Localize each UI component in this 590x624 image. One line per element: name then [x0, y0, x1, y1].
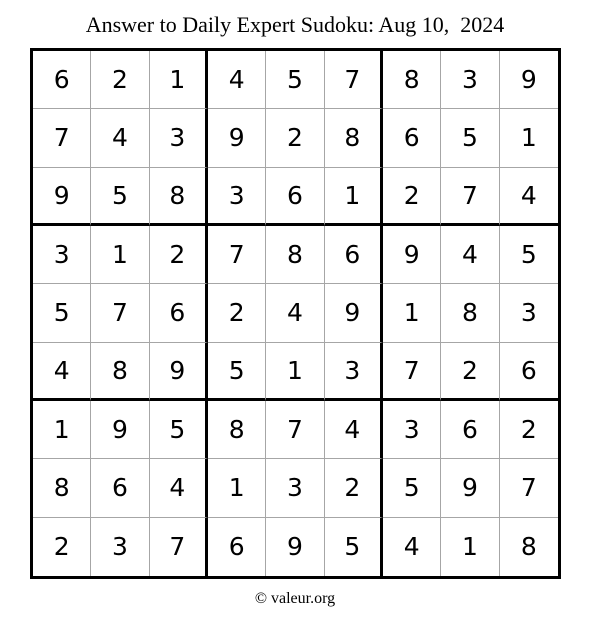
sudoku-cell-r1-c7: 8 [383, 51, 441, 109]
sudoku-cell-r7-c9: 2 [500, 401, 558, 459]
sudoku-cell-r4-c5: 8 [266, 226, 324, 284]
sudoku-cell-r5-c2: 7 [91, 284, 149, 342]
sudoku-cell-r4-c3: 2 [150, 226, 208, 284]
sudoku-cell-r4-c7: 9 [383, 226, 441, 284]
sudoku-cell-r8-c2: 6 [91, 459, 149, 517]
sudoku-cell-r2-c9: 1 [500, 109, 558, 167]
sudoku-cell-r1-c6: 7 [325, 51, 383, 109]
sudoku-cell-r8-c6: 2 [325, 459, 383, 517]
copyright-footer: © valeur.org [254, 590, 336, 607]
sudoku-cell-r7-c1: 1 [33, 401, 91, 459]
sudoku-cell-r8-c5: 3 [266, 459, 324, 517]
sudoku-cell-r9-c8: 1 [441, 518, 499, 576]
sudoku-cell-r8-c1: 8 [33, 459, 91, 517]
sudoku-cell-r5-c5: 4 [266, 284, 324, 342]
sudoku-cell-r5-c4: 2 [208, 284, 266, 342]
sudoku-cell-r1-c2: 2 [91, 51, 149, 109]
sudoku-cell-r2-c5: 2 [266, 109, 324, 167]
sudoku-cell-r5-c3: 6 [150, 284, 208, 342]
sudoku-cell-r5-c6: 9 [325, 284, 383, 342]
sudoku-cell-r7-c3: 5 [150, 401, 208, 459]
sudoku-cell-r2-c8: 5 [441, 109, 499, 167]
sudoku-cell-r8-c4: 1 [208, 459, 266, 517]
sudoku-cell-r2-c6: 8 [325, 109, 383, 167]
sudoku-cell-r6-c3: 9 [150, 343, 208, 401]
sudoku-cell-r2-c1: 7 [33, 109, 91, 167]
sudoku-cell-r5-c9: 3 [500, 284, 558, 342]
sudoku-cell-r9-c3: 7 [150, 518, 208, 576]
sudoku-cell-r6-c6: 3 [325, 343, 383, 401]
sudoku-cell-r3-c2: 5 [91, 168, 149, 226]
sudoku-cell-r3-c5: 6 [266, 168, 324, 226]
sudoku-cell-r3-c3: 8 [150, 168, 208, 226]
sudoku-cell-r3-c9: 4 [500, 168, 558, 226]
sudoku-cell-r5-c7: 1 [383, 284, 441, 342]
sudoku-cell-r6-c2: 8 [91, 343, 149, 401]
sudoku-cell-r7-c8: 6 [441, 401, 499, 459]
sudoku-cell-r3-c1: 9 [33, 168, 91, 226]
sudoku-cell-r5-c1: 5 [33, 284, 91, 342]
sudoku-cell-r5-c8: 8 [441, 284, 499, 342]
sudoku-cell-r3-c4: 3 [208, 168, 266, 226]
sudoku-cell-r7-c2: 9 [91, 401, 149, 459]
sudoku-cell-r6-c7: 7 [383, 343, 441, 401]
sudoku-cell-r1-c5: 5 [266, 51, 324, 109]
sudoku-cell-r4-c4: 7 [208, 226, 266, 284]
sudoku-cell-r7-c6: 4 [325, 401, 383, 459]
sudoku-cell-r1-c1: 6 [33, 51, 91, 109]
sudoku-cell-r2-c7: 6 [383, 109, 441, 167]
sudoku-cell-r6-c5: 1 [266, 343, 324, 401]
sudoku-cell-r4-c2: 1 [91, 226, 149, 284]
sudoku-cell-r4-c6: 6 [325, 226, 383, 284]
sudoku-cell-r6-c4: 5 [208, 343, 266, 401]
sudoku-cell-r7-c5: 7 [266, 401, 324, 459]
sudoku-cell-r1-c8: 3 [441, 51, 499, 109]
sudoku-cell-r8-c7: 5 [383, 459, 441, 517]
sudoku-cell-r3-c8: 7 [441, 168, 499, 226]
sudoku-cell-r9-c2: 3 [91, 518, 149, 576]
sudoku-cell-r1-c4: 4 [208, 51, 266, 109]
page-title: Answer to Daily Expert Sudoku: Aug 10, 2024 [85, 12, 505, 37]
sudoku-cell-r9-c5: 9 [266, 518, 324, 576]
sudoku-cell-r4-c9: 5 [500, 226, 558, 284]
sudoku-cell-r2-c3: 3 [150, 109, 208, 167]
sudoku-cell-r4-c8: 4 [441, 226, 499, 284]
sudoku-cell-r9-c1: 2 [33, 518, 91, 576]
sudoku-cell-r8-c3: 4 [150, 459, 208, 517]
sudoku-cell-r9-c7: 4 [383, 518, 441, 576]
sudoku-cell-r7-c4: 8 [208, 401, 266, 459]
sudoku-cell-r4-c1: 3 [33, 226, 91, 284]
sudoku-cell-r2-c4: 9 [208, 109, 266, 167]
sudoku-cell-r1-c9: 9 [500, 51, 558, 109]
sudoku-cell-r9-c4: 6 [208, 518, 266, 576]
sudoku-cell-r6-c9: 6 [500, 343, 558, 401]
sudoku-cell-r6-c1: 4 [33, 343, 91, 401]
sudoku-board [30, 48, 561, 579]
sudoku-cell-r8-c8: 9 [441, 459, 499, 517]
sudoku-cell-r7-c7: 3 [383, 401, 441, 459]
sudoku-cell-r9-c6: 5 [325, 518, 383, 576]
sudoku-cell-r3-c7: 2 [383, 168, 441, 226]
sudoku-cell-r8-c9: 7 [500, 459, 558, 517]
sudoku-cell-r3-c6: 1 [325, 168, 383, 226]
sudoku-cell-r1-c3: 1 [150, 51, 208, 109]
sudoku-cell-r6-c8: 2 [441, 343, 499, 401]
sudoku-cell-r9-c9: 8 [520, 532, 537, 562]
sudoku-cell-r2-c2: 4 [91, 109, 149, 167]
